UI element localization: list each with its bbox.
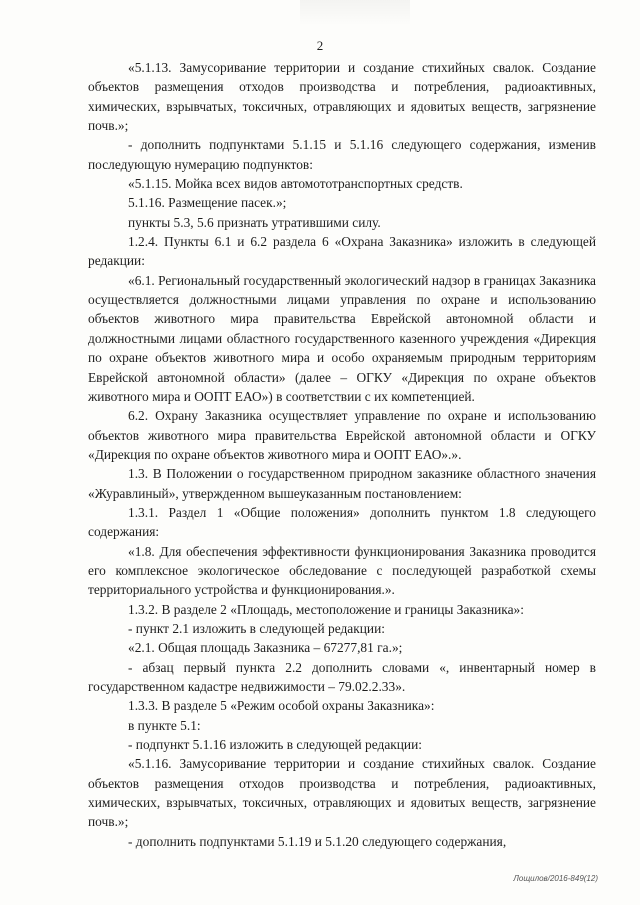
scan-stamp-mark xyxy=(300,0,410,26)
paragraph: «5.1.16. Замусоривание территории и создание стихийных свалок. Создание объектов размещения отходов производства и потребления, радиоактивных, химических, взрывчатых, токсичных, отравляющих и ядовитых веществ, загрязнение почв.»; xyxy=(88,756,596,830)
document-body xyxy=(88,58,596,851)
paragraph: «6.1. Региональный государственный экологический надзор в границах Заказника осуществляется должностными лицами управления по охране и использованию объектов животного мира правительства Еврейской автономной области и должностными лицами областного государственного казенного учреждения «Дирекция по охране объектов животного мира и особо охраняемым природным территориям Еврейской автономной области» (далее – ОГКУ «Дирекция по охране объектов животного мира и ООПТ ЕАО») в соответствии с их компетенцией. xyxy=(88,272,596,404)
paragraph: 1.3.2. В разделе 2 «Площадь, местоположение и границы Заказника»: xyxy=(128,601,524,617)
paragraph: - дополнить подпунктами 5.1.15 и 5.1.16 следующего содержания, изменив последующую нумерацию подпунктов: xyxy=(88,137,596,172)
paragraph: 5.1.16. Размещение пасек.»; xyxy=(128,195,287,211)
paragraph: 1.3. В Положении о государственном природном заказнике областного значения «Журавлиный», утвержденном вышеуказанным постановлением: xyxy=(88,466,596,501)
page-number: 2 xyxy=(316,38,324,53)
paragraph: в пункте 5.1: xyxy=(128,717,201,733)
paragraph: 1.2.4. Пункты 6.1 и 6.2 раздела 6 «Охрана Заказника» изложить в следующей редакции: xyxy=(88,234,596,269)
paragraph: - абзац первый пункта 2.2 дополнить словами «, инвентарный номер в государственном кадастре недвижимости – 79.02.2.33». xyxy=(88,659,596,694)
paragraph: «5.1.15. Мойка всех видов автомототранспортных средств. xyxy=(128,176,463,192)
paragraph: - подпункт 5.1.16 изложить в следующей редакции: xyxy=(128,737,422,753)
paragraph: пункты 5.3, 5.6 признать утратившими силу. xyxy=(128,214,381,230)
paragraph: 6.2. Охрану Заказника осуществляет управление по охране и использованию объектов животного мира правительства Еврейской автономной области и ОГКУ «Дирекция по охране объектов животного мира и ООПТ ЕАО».». xyxy=(88,408,596,462)
paragraph: 1.3.1. Раздел 1 «Общие положения» дополнить пунктом 1.8 следующего содержания: xyxy=(88,504,596,540)
paragraph: «2.1. Общая площадь Заказника – 67277,81 га.»; xyxy=(128,640,403,656)
paragraph: - пункт 2.1 изложить в следующей редакции: xyxy=(128,620,385,636)
paragraph: 1.3.3. В разделе 5 «Режим особой охраны Заказника»: xyxy=(128,698,435,714)
document-reference-footer: Лощилов/2016-849(12) xyxy=(513,874,598,883)
paragraph: - дополнить подпунктами 5.1.19 и 5.1.20 следующего содержания, xyxy=(128,833,507,849)
paragraph: «1.8. Для обеспечения эффективности функционирования Заказника проводится его комплексное экологическое обследование с последующей разработкой схемы территориального устройства и функционирования.». xyxy=(88,543,596,598)
paragraph: «5.1.13. Замусоривание территории и создание стихийных свалок. Создание объектов размещения отходов производства и потребления, радиоактивных, химических, взрывчатых, токсичных, отравляющих и ядовитых веществ, загрязнение почв.»; xyxy=(88,60,596,134)
